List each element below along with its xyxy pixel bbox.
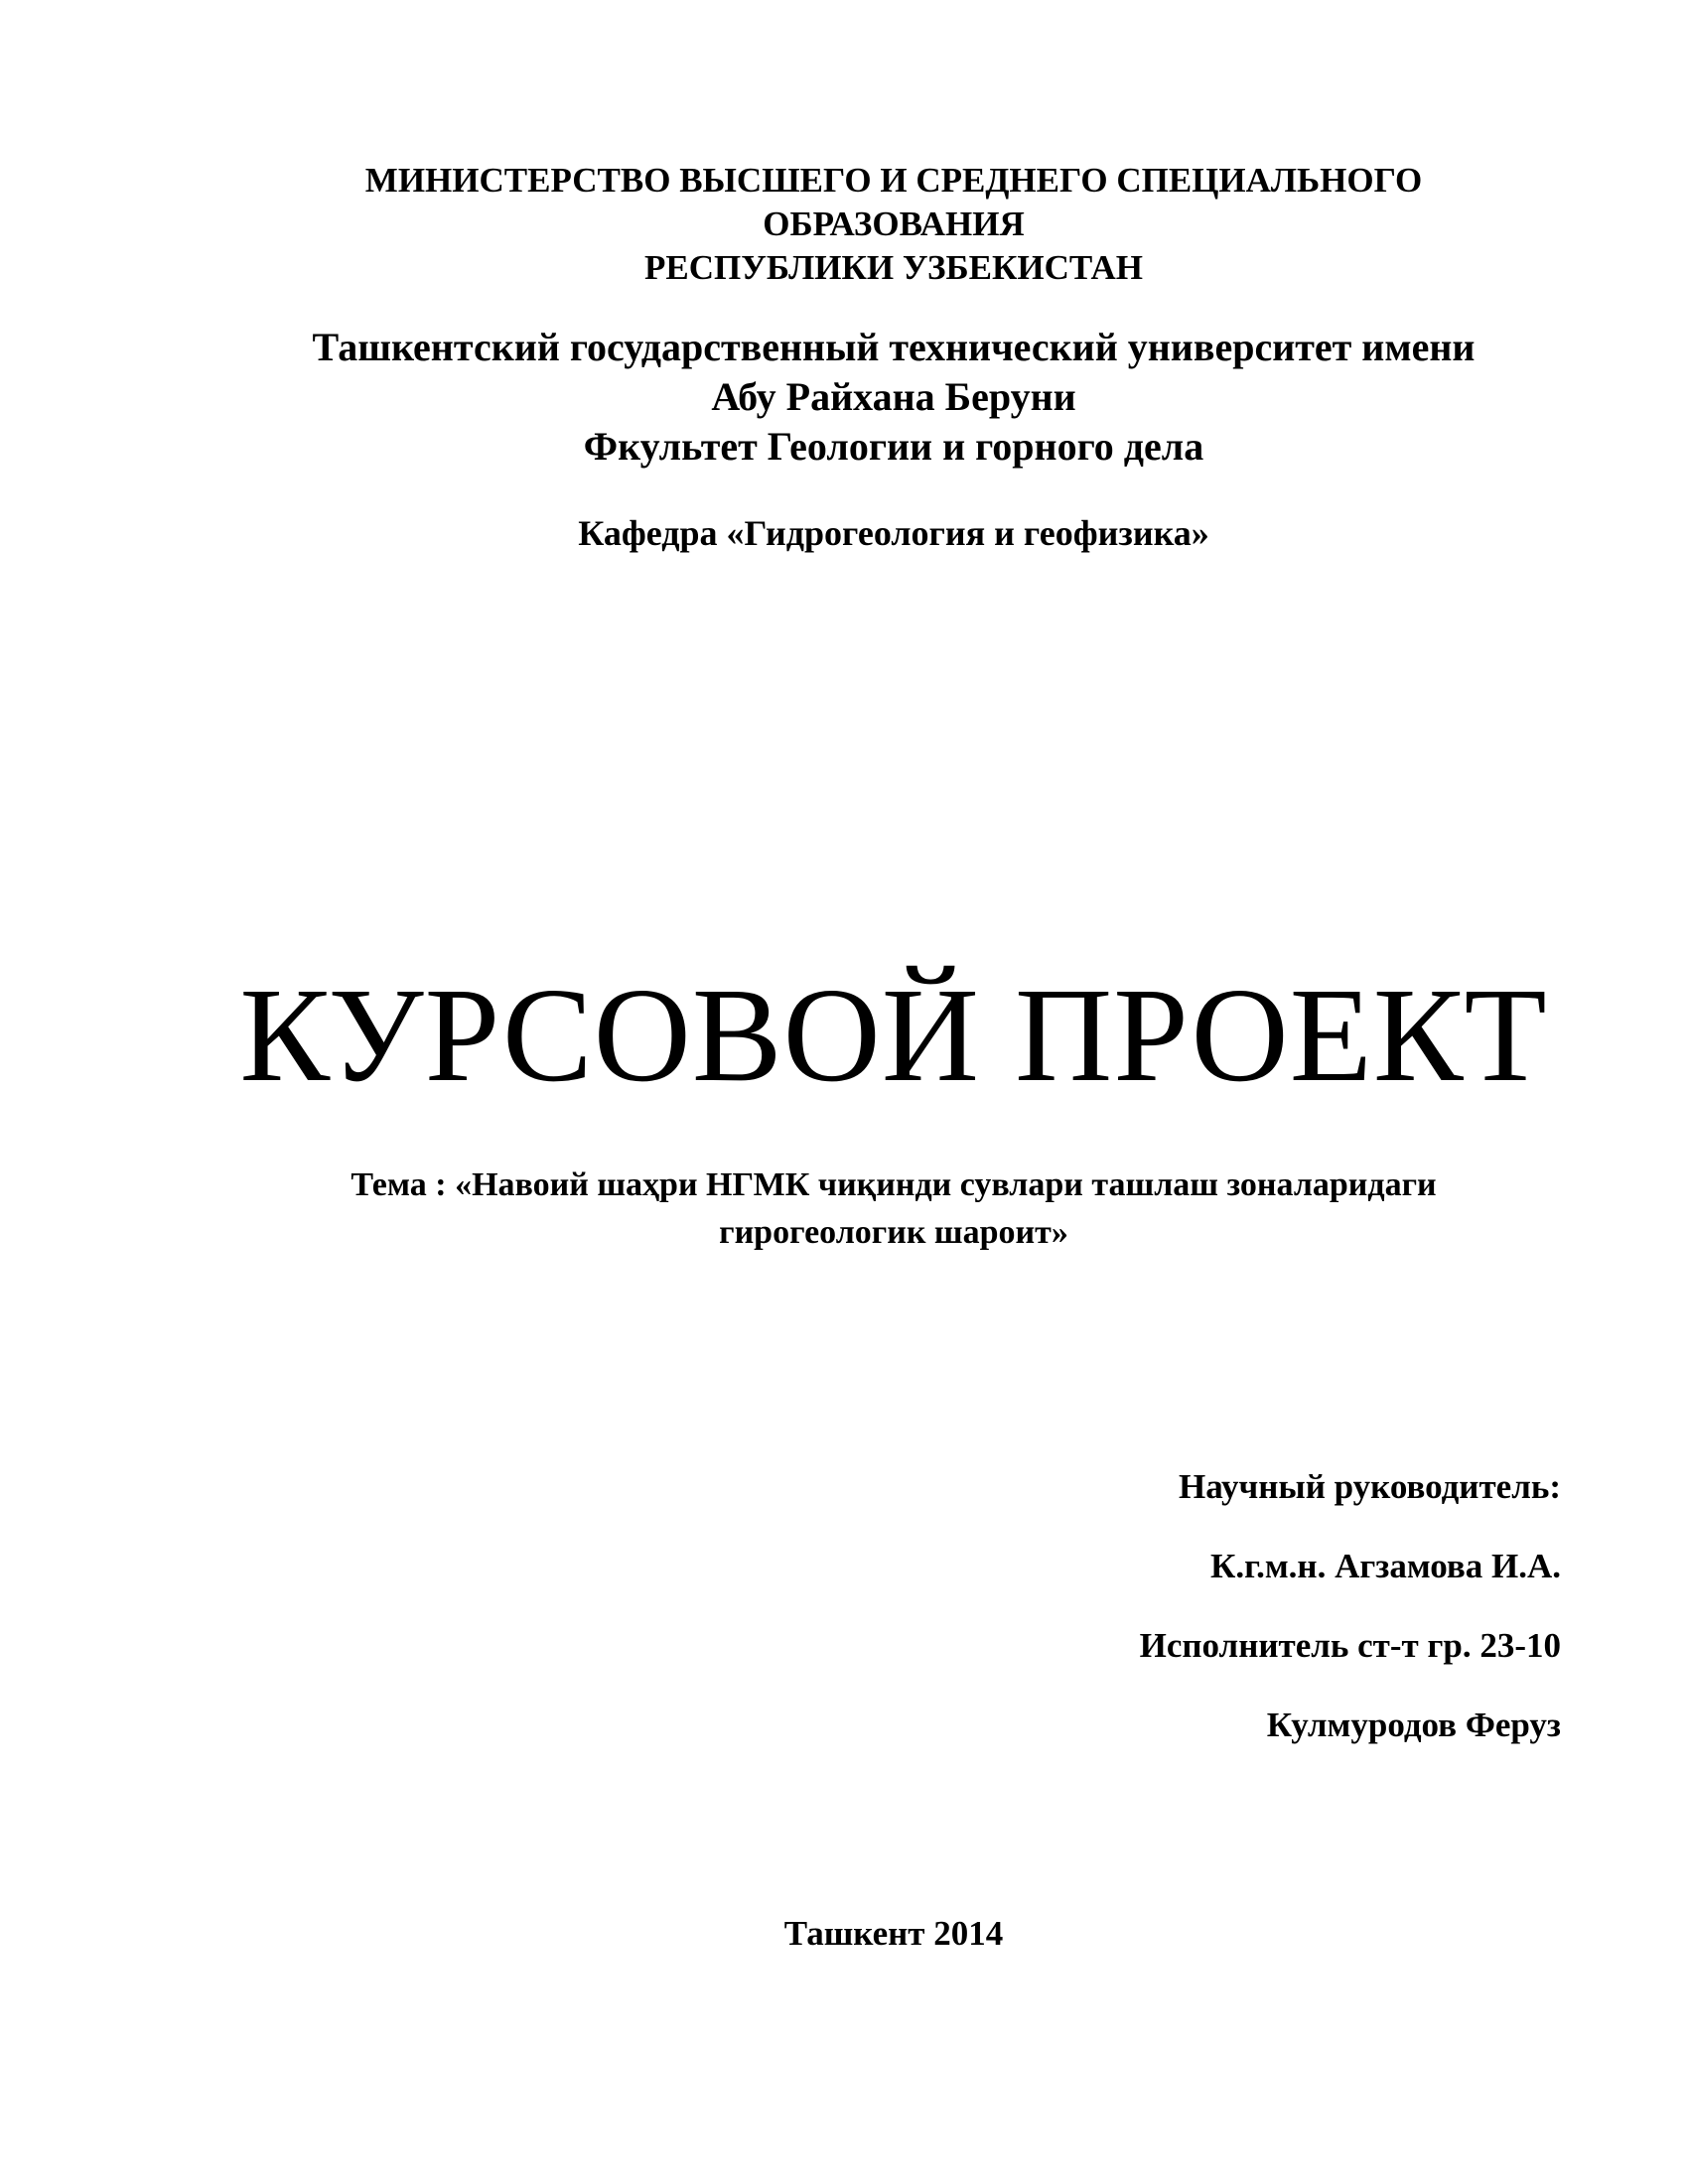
ministry-line-3: РЕСПУБЛИКИ УЗБЕКИСТАН — [644, 248, 1143, 287]
faculty-line: Фкультет Геологии и горного дела — [583, 424, 1204, 469]
topic-line-1: Тема : «Навоий шаҳри НГМК чиқинди сувлари ташлаш зоналаридаги — [351, 1166, 1437, 1203]
university-line-1: Ташкентский государственный технический университет имени — [312, 325, 1476, 369]
ministry-line-1: МИНИСТЕРСТВО ВЫСШЕГО И СРЕДНЕГО СПЕЦИАЛЬНОГО — [364, 161, 1423, 200]
university-header — [0, 323, 1688, 472]
topic-block — [0, 1161, 1688, 1257]
university-line-2: Абу Райхана Беруни — [711, 374, 1076, 419]
supervisor-name: К.г.м.н. Агзамова И.А. — [1210, 1547, 1561, 1585]
topic-line-2: гирогеологик шароит» — [719, 1214, 1068, 1251]
executor-name: Кулмуродов Феруз — [1266, 1706, 1561, 1744]
department-line: Кафедра «Гидрогеология и геофизика» — [578, 513, 1209, 553]
place-year: Ташкент 2014 — [783, 1914, 1004, 1953]
ministry-line-2: ОБРАЗОВАНИЯ — [763, 205, 1025, 243]
document-title: КУРСОВОЙ ПРОЕКТ — [239, 961, 1548, 1110]
supervisor-label: Научный руководитель: — [1179, 1467, 1561, 1506]
executor-label: Исполнитель ст-т гр. 23-10 — [1139, 1626, 1561, 1665]
ministry-header — [0, 159, 1688, 290]
